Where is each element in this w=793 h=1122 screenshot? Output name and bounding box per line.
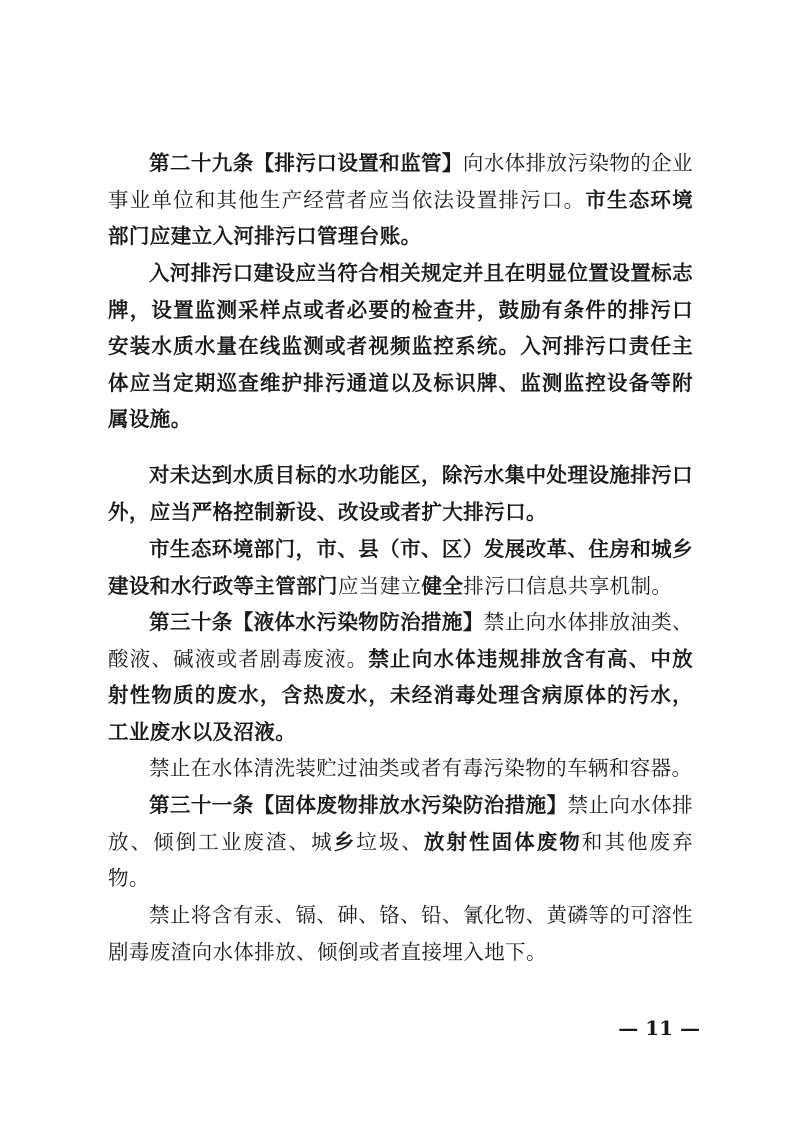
article-29-paragraph-4	[108, 531, 693, 604]
article-31-paragraph-2	[108, 897, 693, 970]
article-29-paragraph-2	[108, 255, 693, 438]
text-segment: 禁止将含有汞、镉、砷、铬、铅、氰化物、黄磷等的可溶性剧毒废渣向水体排放、倾倒或者直接埋入地下。	[108, 903, 693, 964]
text-segment: 应当建立	[337, 573, 422, 598]
article-29-heading: 第二十九条【排污口设置和监管】	[149, 151, 463, 175]
text-segment: 禁止向水体排放油类、酸液、碱液或者剧毒废液。	[108, 610, 693, 671]
article-30-paragraph-2	[108, 750, 693, 787]
text-segment: 市生态环境部门应建立入河排污口管理台账。	[108, 187, 693, 249]
text-segment: 禁止在水体清洗装贮过油类或者有毒污染物的车辆和容器。	[149, 756, 693, 780]
text-segment: 乡	[333, 829, 357, 854]
text-segment: 排污口信息共享机制。	[463, 573, 673, 598]
page-number: — 11 —	[618, 1016, 700, 1040]
article-30-heading: 第三十条【液体水污染物防治措施】	[149, 610, 484, 634]
text-segment: 禁止向水体排放、倾倒工业废渣、城	[108, 793, 694, 854]
text-segment: 禁止向水体违规排放含有高、中放射性物质的废水，含热废水，未经消毒处理含病原体的污水，工业废水以及沼液。	[108, 646, 693, 744]
text-segment: 垃圾、	[356, 829, 424, 854]
text-segment: 和其他废弃物。	[108, 829, 694, 891]
text-segment: 放射性固体废物	[423, 829, 582, 854]
article-30-paragraph-1	[108, 604, 693, 750]
text-segment: 对未达到水质目标的水功能区，除污水集中处理设施排污口外，应当严格控制新设、改设或者扩大排污口。	[108, 463, 693, 524]
text-segment: 向水体排放污染物的企业事业单位和其他生产经营者应当依法设置排污口。	[108, 151, 693, 212]
article-29-paragraph-3	[108, 457, 693, 530]
text-segment: 入河排污口建设应当符合相关规定并且在明显位置设置标志牌，设置监测采样点或者必要的检查井，鼓励有条件的排污口安装水质水量在线监测或者视频监控系统。入河排污口责任主体应当定期巡查维护排污通道以及标识牌、监测监控设备等附属设施。	[108, 261, 693, 432]
article-31-heading: 第三十一条【固体废物排放水污染防治措施】	[149, 793, 568, 817]
text-segment: 健全	[421, 573, 464, 598]
text-segment: 市生态环境部门，市、县（市、区）发展改革、住房和城乡建设和水行政等主管部门	[108, 537, 693, 598]
article-29-paragraph-1	[108, 145, 693, 255]
article-31-paragraph-1	[108, 787, 693, 897]
